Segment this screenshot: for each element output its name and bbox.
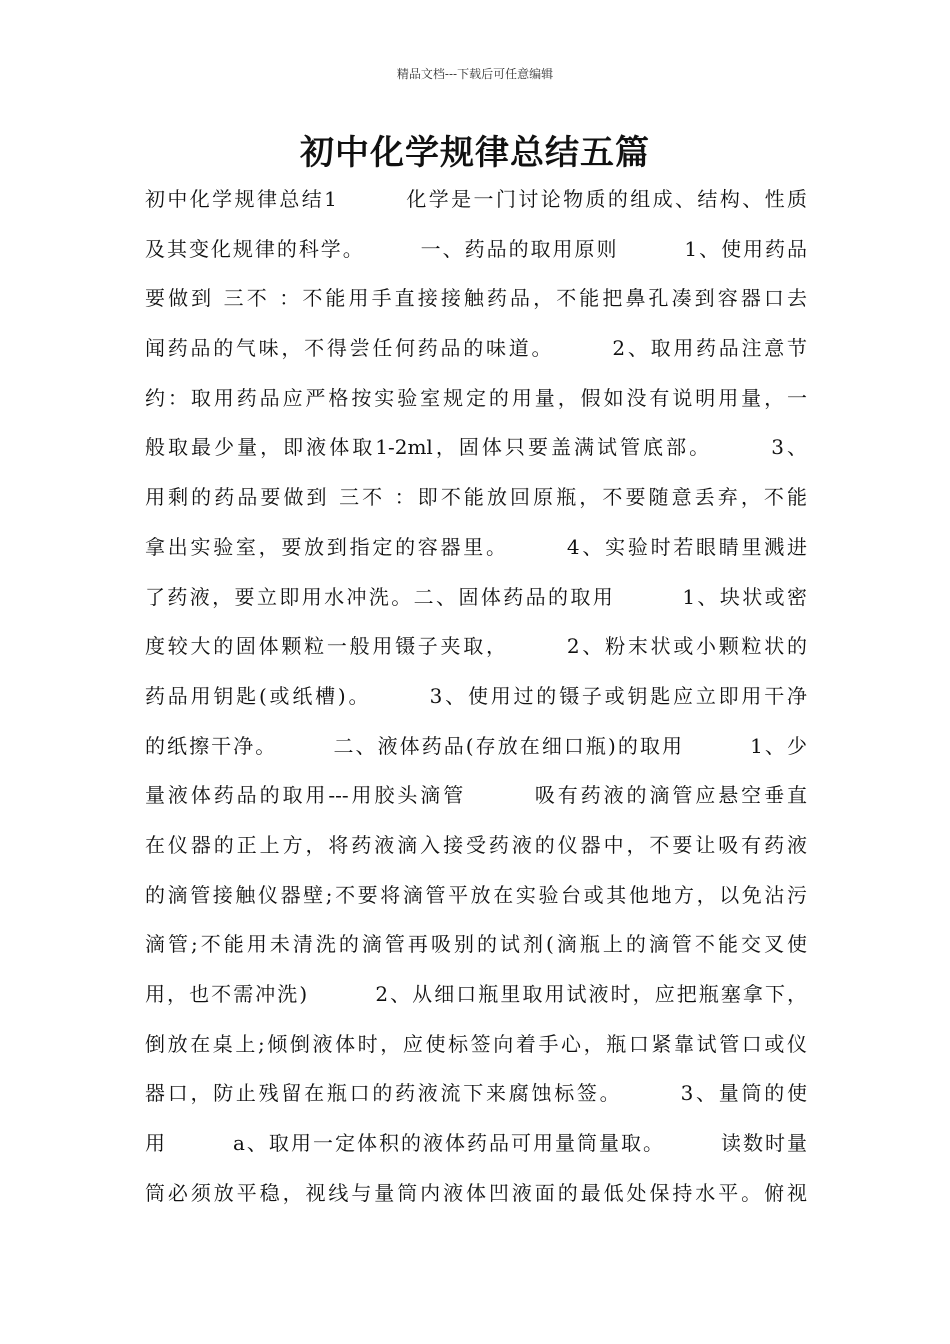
body-line: 筒必须放平稳，视线与量筒内液体凹液面的最低处保持水平。俯视 (145, 1180, 807, 1205)
body-line: 倒放在桌上;倾倒液体时，应使标签向着手心，瓶口紧靠试管口或仪 (145, 1031, 807, 1056)
body-line: 量液体药品的取用---用胶头滴管 吸有药液的滴管应悬空垂直 (145, 783, 807, 808)
body-line: 用剩的药品要做到 三不 ：即不能放回原瓶，不要随意丢弃，不能 (145, 485, 807, 510)
body-line: 用 a、取用一定体积的液体药品可用量筒量取。 读数时量 (145, 1131, 807, 1156)
body-line: 般取最少量，即液体取1-2ml，固体只要盖满试管底部。 3、 (145, 435, 807, 460)
body-line: 及其变化规律的科学。 一、药品的取用原则 1、使用药品 (145, 236, 807, 261)
header-note: 精品文档---下载后可任意编辑 (396, 67, 554, 81)
body-line: 初中化学规律总结1 化学是一门讨论物质的组成、结构、性质 (145, 187, 807, 211)
body-line: 用，也不需冲洗) 2、从细口瓶里取用试液时，应把瓶塞拿下， (145, 982, 807, 1006)
body-line: 的纸擦干净。 二、液体药品(存放在细口瓶)的取用 1、少 (145, 733, 807, 758)
body-line: 要做到 三不 ：不能用手直接接触药品，不能把鼻孔凑到容器口去 (145, 286, 807, 311)
body-line: 闻药品的气味，不得尝任何药品的味道。 2、取用药品注意节 (145, 336, 807, 361)
body-line: 器口，防止残留在瓶口的药液流下来腐蚀标签。 3、量筒的使 (145, 1081, 807, 1106)
body-line: 度较大的固体颗粒一般用镊子夹取， 2、粉末状或小颗粒状的 (145, 634, 807, 659)
body-line: 的滴管接触仪器壁;不要将滴管平放在实验台或其他地方，以免沾污 (145, 882, 807, 907)
body-line: 了药液，要立即用水冲洗。二、固体药品的取用 1、块状或密 (145, 584, 807, 609)
document-title: 初中化学规律总结五篇 (300, 133, 650, 173)
body-line: 在仪器的正上方，将药液滴入接受药液的仪器中，不要让吸有药液 (145, 832, 807, 857)
body-line: 滴管;不能用未清洗的滴管再吸别的试剂(滴瓶上的滴管不能交叉使 (145, 932, 807, 957)
body-text (145, 175, 807, 1218)
body-line: 药品用钥匙(或纸槽)。 3、使用过的镊子或钥匙应立即用干净 (145, 683, 807, 708)
body-line: 约：取用药品应严格按实验室规定的用量，假如没有说明用量，一 (145, 385, 807, 410)
body-line: 拿出实验室，要放到指定的容器里。 4、实验时若眼睛里溅进 (145, 534, 807, 559)
